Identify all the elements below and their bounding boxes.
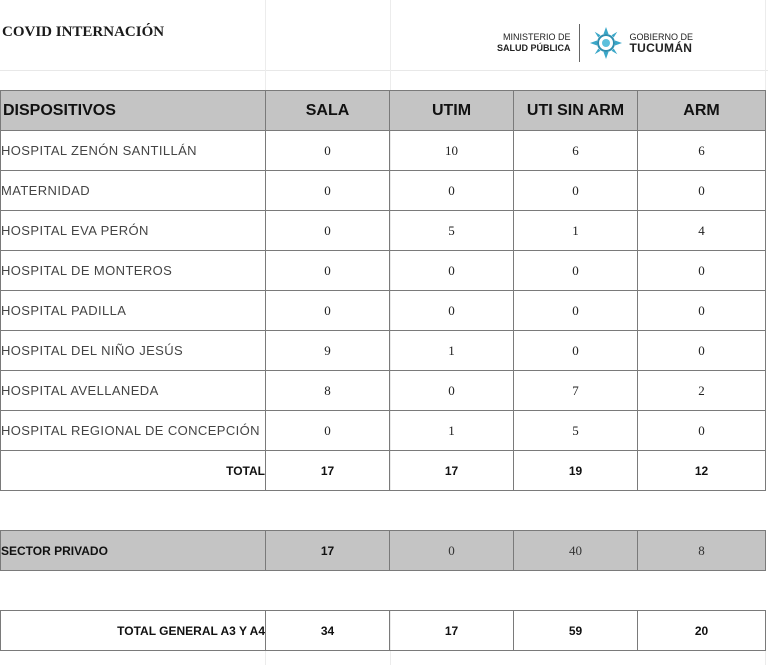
uti-value: 7	[514, 371, 638, 411]
table-row	[1, 291, 766, 331]
hospital-name: HOSPITAL ZENÓN SANTILLÁN	[1, 131, 266, 171]
ministry-logo	[497, 22, 693, 64]
covid-beds-table	[0, 90, 766, 651]
arm-value: 6	[638, 131, 766, 171]
grand-total-sala: 34	[266, 611, 390, 651]
utim-value: 1	[390, 331, 514, 371]
total-label: TOTAL	[1, 451, 266, 491]
table-row	[1, 411, 766, 451]
uti-value: 0	[514, 251, 638, 291]
column-header-utim: UTIM	[390, 91, 514, 131]
column-header-uti-sin-arm: UTI SIN ARM	[514, 91, 638, 131]
arm-value: 0	[638, 251, 766, 291]
ministry-line2: SALUD PÚBLICA	[497, 43, 571, 53]
utim-value: 5	[390, 211, 514, 251]
gov-line1: GOBIERNO DE	[629, 32, 694, 42]
private-arm: 8	[638, 531, 766, 571]
private-sector-label: SECTOR PRIVADO	[1, 531, 266, 571]
hospital-name: HOSPITAL AVELLANEDA	[1, 371, 266, 411]
arm-value: 2	[638, 371, 766, 411]
grand-total-utim: 17	[390, 611, 514, 651]
table-row	[1, 171, 766, 211]
tucuman-emblem-icon	[588, 25, 624, 61]
uti-value: 0	[514, 291, 638, 331]
total-uti: 19	[514, 451, 638, 491]
grand-total-arm: 20	[638, 611, 766, 651]
column-header-arm: ARM	[638, 91, 766, 131]
ministry-line1: MINISTERIO DE	[502, 32, 571, 42]
grand-total-uti: 59	[514, 611, 638, 651]
arm-value: 0	[638, 291, 766, 331]
logo-divider	[579, 24, 580, 62]
sala-value: 0	[266, 171, 390, 211]
hospital-name: HOSPITAL DE MONTEROS	[1, 251, 266, 291]
total-sala: 17	[266, 451, 390, 491]
sheet-gridline	[0, 70, 768, 71]
sala-value: 0	[266, 411, 390, 451]
uti-value: 1	[514, 211, 638, 251]
grand-total-label: TOTAL GENERAL A3 Y A4	[1, 611, 266, 651]
utim-value: 0	[390, 251, 514, 291]
spacer-row	[1, 491, 766, 531]
total-row	[1, 451, 766, 491]
utim-value: 10	[390, 131, 514, 171]
page-title: COVID INTERNACIÓN	[2, 24, 165, 40]
table-row	[1, 371, 766, 411]
utim-value: 0	[390, 171, 514, 211]
utim-value: 0	[390, 371, 514, 411]
government-text	[630, 32, 694, 54]
table-row	[1, 211, 766, 251]
hospital-name: HOSPITAL REGIONAL DE CONCEPCIÓN	[1, 411, 266, 451]
grand-total-row	[1, 611, 766, 651]
sala-value: 0	[266, 211, 390, 251]
arm-value: 4	[638, 211, 766, 251]
sala-value: 0	[266, 251, 390, 291]
total-utim: 17	[390, 451, 514, 491]
private-sala: 17	[266, 531, 390, 571]
hospital-name: HOSPITAL PADILLA	[1, 291, 266, 331]
private-utim: 0	[390, 531, 514, 571]
total-arm: 12	[638, 451, 766, 491]
gov-line2: TUCUMÁN	[629, 41, 693, 55]
uti-value: 0	[514, 171, 638, 211]
uti-value: 5	[514, 411, 638, 451]
uti-value: 0	[514, 331, 638, 371]
spacer-cell	[1, 571, 766, 611]
sala-value: 0	[266, 291, 390, 331]
arm-value: 0	[638, 331, 766, 371]
table-row	[1, 331, 766, 371]
table-header-row	[1, 91, 766, 131]
uti-value: 6	[514, 131, 638, 171]
hospital-name: MATERNIDAD	[1, 171, 266, 211]
utim-value: 1	[390, 411, 514, 451]
column-header-sala: SALA	[266, 91, 390, 131]
private-sector-row	[1, 531, 766, 571]
sala-value: 0	[266, 131, 390, 171]
private-uti: 40	[514, 531, 638, 571]
sala-value: 9	[266, 331, 390, 371]
spacer-row	[1, 571, 766, 611]
arm-value: 0	[638, 171, 766, 211]
table-row	[1, 131, 766, 171]
spacer-cell	[1, 491, 766, 531]
hospital-name: HOSPITAL EVA PERÓN	[1, 211, 266, 251]
table-row	[1, 251, 766, 291]
ministry-text	[497, 32, 571, 54]
sala-value: 8	[266, 371, 390, 411]
utim-value: 0	[390, 291, 514, 331]
column-header-dispositivos: DISPOSITIVOS	[1, 91, 266, 131]
hospital-name: HOSPITAL DEL NIÑO JESÚS	[1, 331, 266, 371]
arm-value: 0	[638, 411, 766, 451]
